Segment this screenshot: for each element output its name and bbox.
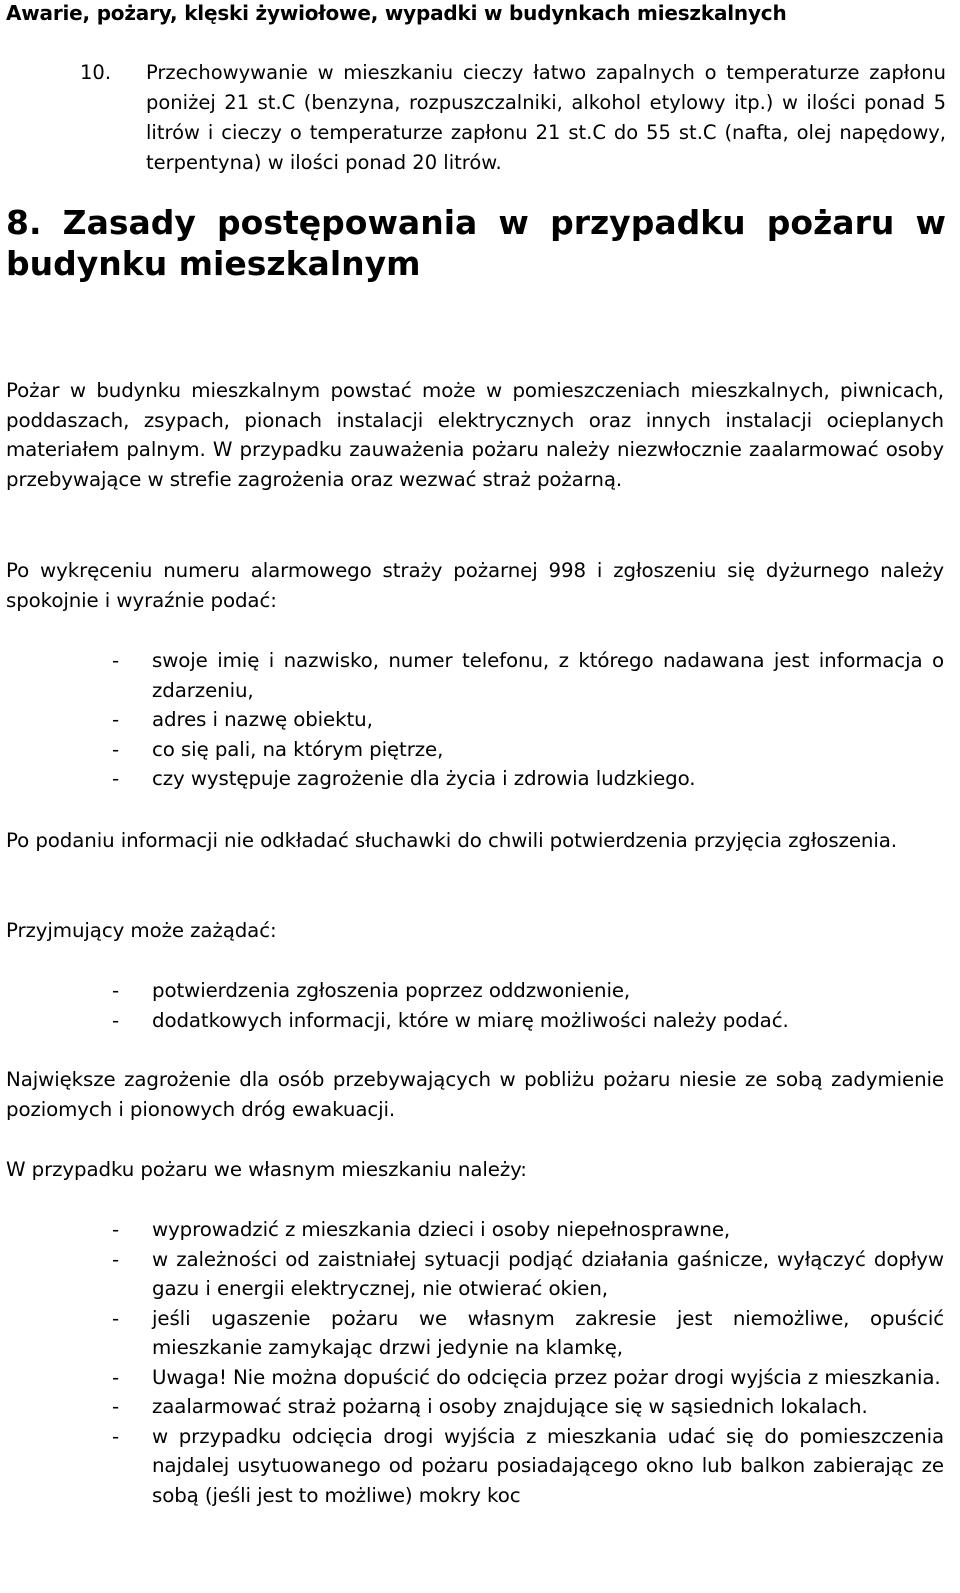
list-item	[6, 1363, 944, 1393]
item-text: Przechowywanie w mieszkaniu cieczy łatwo zapalnych o temperaturze zapłonu poniżej 21 st.C (benzyna, rozpuszczalniki, alkohol etylowy itp.) w ilości ponad 5 litrów i cieczy o temperaturze zapłonu 21 st.C do 55 st.C (nafta, olej napędowy, terpentyna) w ilości ponad 20 litrów.	[146, 61, 946, 174]
list-item-text: co się pali, na którym piętrze,	[152, 737, 444, 761]
list-item	[6, 1392, 944, 1422]
list-item	[6, 764, 944, 794]
list-dash: -	[112, 737, 120, 761]
list-item-text: swoje imię i nazwisko, numer telefonu, z którego nadawana jest informacja o zdarzeniu,	[152, 649, 944, 702]
report-info-list	[6, 646, 944, 794]
request-list	[6, 976, 944, 1035]
list-dash: -	[112, 1008, 120, 1032]
list-item-text: wyprowadzić z mieszkania dzieci i osoby niepełnosprawne,	[152, 1218, 731, 1241]
list-item	[6, 1215, 944, 1245]
list-dash: -	[112, 979, 120, 1002]
list-item-text: w zależności od zaistniałej sytuacji podjąć działania gaśnicze, wyłączyć dopływ gazu i energii elektrycznej, nie otwierać okien,	[152, 1247, 944, 1300]
list-item-10	[80, 58, 946, 178]
list-item-text: adres i nazwę obiektu,	[152, 708, 373, 731]
list-item-text: zaalarmować straż pożarną i osoby znajdujące się w sąsiednich lokalach.	[152, 1395, 868, 1418]
list-dash: -	[112, 767, 120, 790]
list-item	[6, 646, 944, 705]
list-dash: -	[112, 1247, 120, 1271]
paragraph-receiver-may-request: Przyjmujący może zażądać:	[6, 919, 277, 942]
list-item-text: jeśli ugaszenie pożaru we własnym zakresie jest niemożliwe, opuścić mieszkanie zamykając drzwi jedynie na klamkę,	[152, 1306, 944, 1359]
list-item-text: dodatkowych informacji, które w miarę możliwości należy podać.	[152, 1008, 789, 1032]
paragraph-keep-line: Po podaniu informacji nie odkładać słuchawki do chwili potwierdzenia przyjęcia zgłoszenia.	[6, 829, 897, 852]
paragraph-fire-locations: Pożar w budynku mieszkalnym powstać może w pomieszczeniach mieszkalnych, piwnicach, poddaszach, zsypach, pionach instalacji elektrycznych oraz innych instalacji ocieplanych materiałem palnym. W przypadku zauważenia pożaru należy niezwłocznie zaalarmować osoby przebywające w strefie zagrożenia oraz wezwać straż pożarną.	[6, 379, 944, 491]
list-item	[6, 1006, 944, 1036]
list-item-text: Uwaga! Nie można dopuścić do odcięcia przez pożar drogi wyjścia z mieszkania.	[152, 1365, 941, 1389]
list-item-text: czy występuje zagrożenie dla życia i zdrowia ludzkiego.	[152, 767, 696, 790]
list-dash: -	[112, 1395, 120, 1418]
list-item	[6, 705, 944, 735]
list-item	[6, 976, 944, 1006]
list-item-text: w przypadku odcięcia drogi wyjścia z mieszkania udać się do pomieszczenia najdalej usytuowanego od pożaru posiadającego okno lub balkon zabierając ze sobą (jeśli jest to możliwe) mokry koc	[152, 1424, 944, 1507]
list-item	[6, 1245, 944, 1304]
paragraph-smoke-danger: Największe zagrożenie dla osób przebywających w pobliżu pożaru niesie ze sobą zadymienie poziomych i pionowych dróg ewakuacji.	[6, 1068, 944, 1121]
list-item-text: potwierdzenia zgłoszenia poprzez oddzwonienie,	[152, 979, 631, 1002]
list-dash: -	[112, 1306, 120, 1330]
section-title: 8. Zasady postępowania w przypadku pożaru w budynku mieszkalnym	[6, 203, 946, 283]
paragraph-own-apartment: W przypadku pożaru we własnym mieszkaniu należy:	[6, 1158, 527, 1181]
paragraph-emergency-call: Po wykręceniu numeru alarmowego straży pożarnej 998 i zgłoszeniu się dyżurnego należy spokojnie i wyraźnie podać:	[6, 559, 944, 612]
fire-actions-list	[6, 1215, 944, 1510]
list-dash: -	[112, 1424, 120, 1448]
item-number: 10.	[80, 61, 112, 84]
list-dash: -	[112, 708, 120, 731]
list-item	[6, 1422, 944, 1511]
list-dash: -	[112, 649, 120, 672]
page-header: Awarie, pożary, klęski żywiołowe, wypadki w budynkach mieszkalnych	[6, 1, 787, 25]
list-dash: -	[112, 1365, 120, 1389]
list-dash: -	[112, 1218, 120, 1241]
list-item	[6, 735, 944, 765]
list-item	[6, 1304, 944, 1363]
